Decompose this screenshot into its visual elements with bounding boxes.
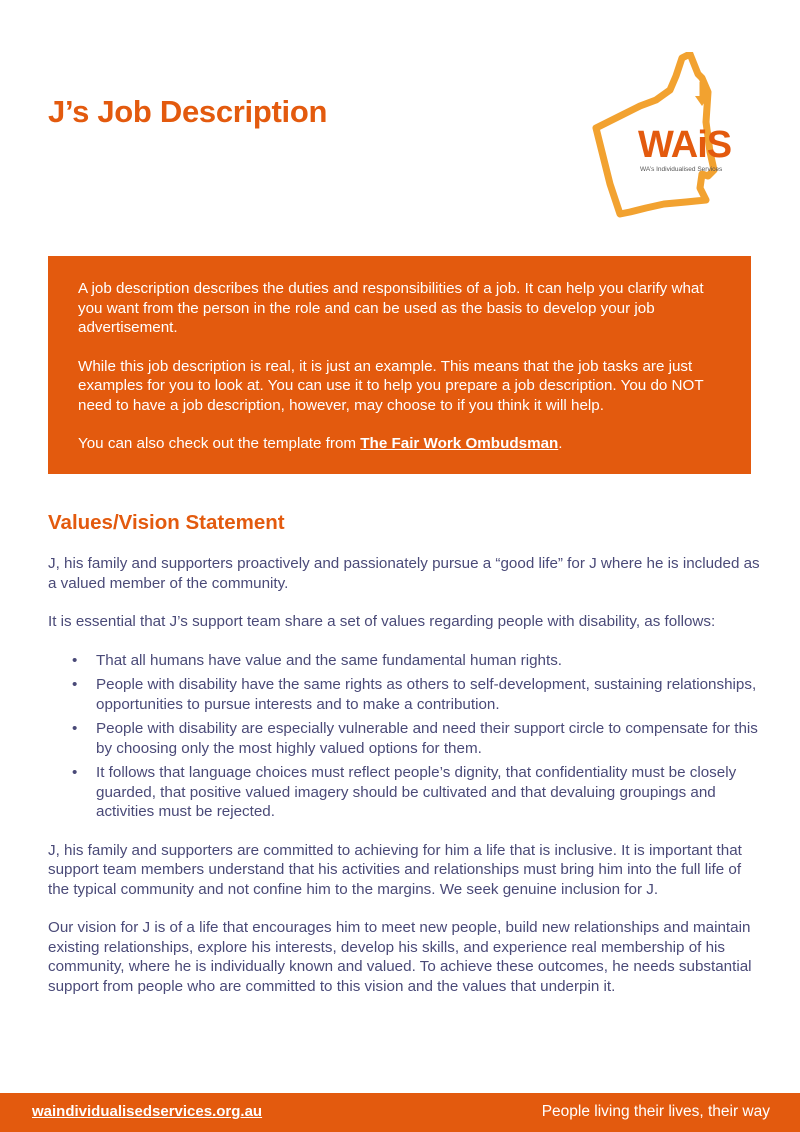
list-item-text: That all humans have value and the same fundamental human rights. [96, 651, 563, 669]
body-paragraph: Our vision for J is of a life that encourages him to meet new people, build new relationships and maintain existing relationships, explore his interests, develop his skills, and experience real membership of his community, where he is individually known and valued. To achieve these outcomes, he needs substantial support from people who are committed to this vision and the values that underpin it. [48, 919, 752, 995]
footer-bar [0, 1093, 800, 1132]
body-paragraph: It is essential that J’s support team share a set of values regarding people with disability, as follows: [48, 613, 716, 630]
list-item-text: It follows that language choices must reflect people’s dignity, that confidentiality must be closely guarded, that positive valued imagery should be cultivated and that devaluing groupings and activities must be rejected. [96, 764, 737, 820]
values-section-heading: Values/Vision Statement [48, 511, 285, 534]
bullet-icon: • [72, 764, 78, 781]
footer-tagline: People living their lives, their way [541, 1103, 770, 1120]
page-title: J’s Job Description [48, 94, 328, 129]
list-item-text: People with disability are especially vulnerable and need their support circle to compensate for this by choosing only the most highly valued options for them. [96, 720, 758, 757]
body-paragraph: J, his family and supporters are committed to achieving for him a life that is inclusive. It is important that support team members understand that his activities and relationships must bring him into the full life of the typical community and not confine him to the margins. We seek genuine inclusion for J. [48, 841, 742, 898]
intro-link-prefix: You can also check out the template from [78, 435, 361, 452]
intro-paragraph: A job description describes the duties and responsibilities of a job. It can help you clarify what you want from the person in the role and can be used as the basis to develop your job advertisement. [78, 280, 704, 336]
list-item [48, 763, 760, 822]
intro-paragraph: While this job description is real, it is just an example. This means that the job tasks are just examples for you to look at. You can use it to help you prepare a job description. You do NOT need to have a job description, however, may choose to if you think it will help. [78, 357, 704, 414]
website-link[interactable]: waindividualisedservices.org.au [32, 1103, 263, 1120]
values-list [48, 651, 760, 822]
list-item [48, 651, 760, 671]
list-item-text: People with disability have the same rights as others to self-development, sustaining relationships, opportunities to pursue interests and to make a contribution. [96, 676, 757, 713]
logo-wordmark: WAiS [638, 124, 732, 166]
intro-box [48, 256, 751, 474]
fair-work-ombudsman-link[interactable]: The Fair Work Ombudsman [360, 435, 559, 452]
bullet-icon: • [72, 651, 78, 669]
intro-link-suffix: . [558, 435, 563, 452]
intro-paragraph [78, 434, 721, 454]
list-item [48, 675, 760, 714]
body-paragraph: J, his family and supporters proactively and passionately pursue a “good life” for J where he is included as a valued member of the community. [48, 555, 760, 592]
bullet-icon: • [72, 676, 78, 693]
bullet-icon: • [72, 720, 78, 737]
logo-tagline: WA’s Individualised Services [640, 166, 723, 173]
list-item [48, 719, 760, 758]
wais-logo [590, 52, 750, 218]
values-section-body [48, 554, 760, 1015]
